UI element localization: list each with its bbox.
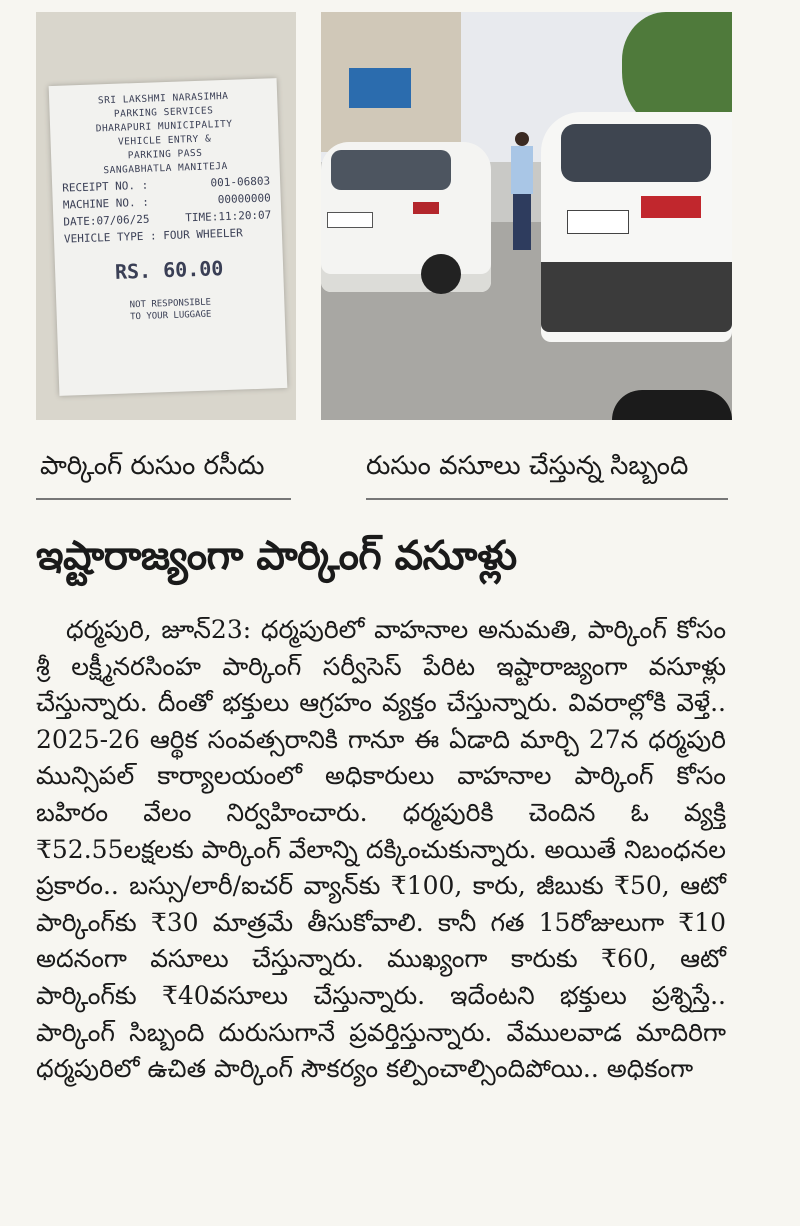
white-suv xyxy=(541,112,732,342)
receipt-operator: SANGABHATLA MANITEJA xyxy=(103,160,228,177)
shop-signboard xyxy=(349,68,411,108)
sedan-number-plate xyxy=(327,212,373,228)
machine-number-value: 00000000 xyxy=(217,191,271,207)
receipt-title-2: PARKING PASS xyxy=(127,147,203,162)
parking-receipt xyxy=(49,78,288,396)
caption-staff: రుసుం వసూలు చేస్తున్న సిబ్బంది xyxy=(366,451,689,481)
parking-attendant xyxy=(509,132,535,252)
caption-divider-right xyxy=(366,498,728,500)
article-body xyxy=(36,612,726,1088)
receipt-municipality: DHARAPURI MUNICIPALITY xyxy=(95,118,233,135)
receipt-number-value: 001-06803 xyxy=(210,174,271,190)
sedan-rear-window xyxy=(331,150,451,190)
sedan-tail-light xyxy=(413,202,439,214)
receipt-number-label: RECEIPT NO. : xyxy=(62,178,149,195)
machine-number-label: MACHINE NO. : xyxy=(62,195,150,212)
receipt-footer-2: TO YOUR LUGGAGE xyxy=(129,309,212,323)
attendant-head xyxy=(515,132,529,146)
receipt-date: DATE:07/06/25 xyxy=(63,212,150,229)
attendant-torso xyxy=(511,146,533,194)
foreground-wheel xyxy=(612,390,732,420)
receipt-vehicle-type: VEHICLE TYPE : FOUR WHEELER xyxy=(63,226,243,246)
caption-receipt: పార్కింగ్ రుసుం రసీదు xyxy=(40,451,265,481)
suv-bumper xyxy=(541,262,732,332)
attendant-legs xyxy=(513,194,531,250)
suv-number-plate xyxy=(567,210,629,234)
article-headline: ఇష్టారాజ్యంగా పార్కింగ్ వసూళ్లు xyxy=(36,533,517,579)
article-paragraph: ధర్మపురి, జూన్23: ధర్మపురిలో వాహనాల అనుమతి, పార్కింగ్ కోసం శ్రీ లక్ష్మీనరసింహ పార్కింగ్ సర్వీసెస్ పేరిట ఇష్టారాజ్యంగా వసూళ్లు చేస్తున్నారు. దీంతో భక్తులు ఆగ్రహం వ్యక్తం చేస్తున్నారు. వివరాల్లోకి వెళ్తే.. 2025-26 ఆర్థిక సంవత్సరానికి గానూ ఈ ఏడాది మార్చి 27న ధర్మపురి మున్సిపల్ కార్యాలయంలో అధికారులు వాహనాల పార్కింగ్ కోసం బహిరం వేలం నిర్వహించారు. ధర్మపురికి చెందిన ఓ వ్యక్తి ₹52.55లక్షలకు పార్కింగ్ వేలాన్ని దక్కించుకున్నారు. అయితే నిబంధనల ప్రకారం.. బస్సు/లారీ/ఐచర్ వ్యాన్‌కు ₹100, కారు, జీబుకు ₹50, ఆటో పార్కింగ్‌కు ₹30 మాత్రమే తీసుకోవాలి. కానీ గత 15రోజులుగా ₹10 అదనంగా వసూలు చేస్తున్నారు. ముఖ్యంగా కారుకు ₹60, ఆటో పార్కింగ్‌కు ₹40వసూలు చేస్తున్నారు. ఇదేంటని భక్తులు ప్రశ్నిస్తే.. పార్కింగ్ సిబ్బంది దురుసుగానే ప్రవర్తిస్తున్నారు. వేములవాడ మాదిరిగా ధర్మపురిలో ఉచిత పార్కింగ్ సౌకర్యం కల్పించాల్సిందిపోయి.. అధికంగా xyxy=(36,615,726,1084)
photo-captions xyxy=(36,446,726,506)
street-photo xyxy=(321,12,732,420)
suv-rear-window xyxy=(561,124,711,182)
receipt-time: TIME:11:20:07 xyxy=(185,208,272,225)
white-sedan xyxy=(321,142,491,292)
photo-strip xyxy=(36,12,732,420)
receipt-service: PARKING SERVICES xyxy=(113,105,214,120)
receipt-org-name: SRI LAKSHMI NARASIMHA xyxy=(97,90,229,107)
receipt-amount: RS. 60.00 xyxy=(114,256,224,284)
sedan-wheel xyxy=(421,254,461,294)
caption-divider-left xyxy=(36,498,291,500)
receipt-title: VEHICLE ENTRY & xyxy=(117,133,212,148)
receipt-photo xyxy=(36,12,296,420)
suv-tail-light xyxy=(641,196,701,218)
receipt-footer: NOT RESPONSIBLE xyxy=(129,297,212,311)
